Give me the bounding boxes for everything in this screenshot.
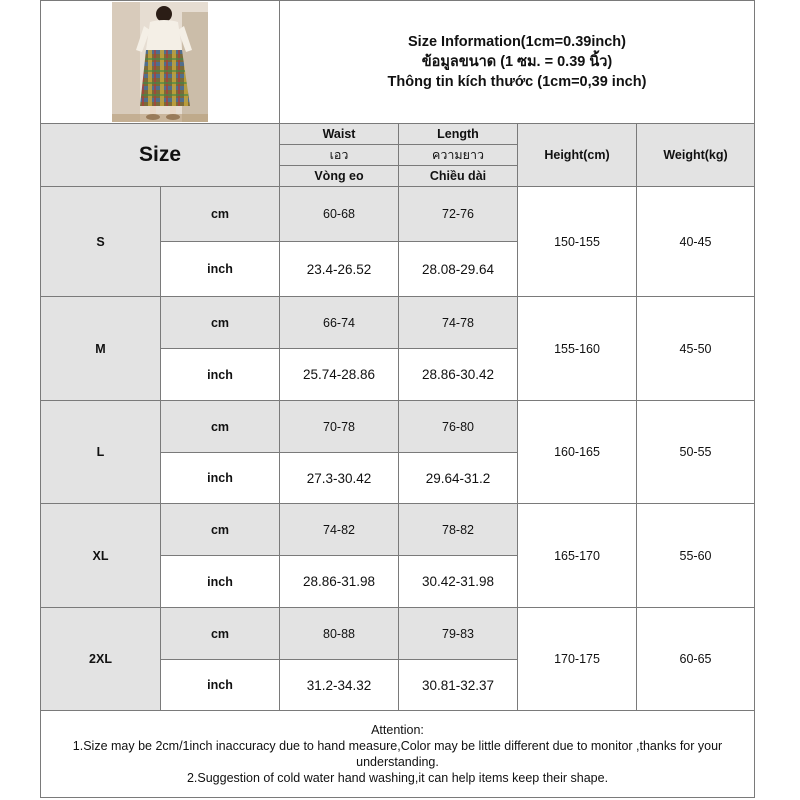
waist-label-th: เอว <box>329 148 349 162</box>
weight-label: Weight(kg) <box>663 148 728 162</box>
length-header-vi <box>398 165 518 187</box>
waist-inch-value <box>279 452 399 504</box>
unit-label: cm <box>210 522 230 537</box>
length-label-th: ความยาว <box>431 148 484 162</box>
weight-value <box>636 296 755 401</box>
unit-label: cm <box>210 419 230 434</box>
unit-inch <box>160 452 280 504</box>
value-text: 30.81-32.37 <box>421 677 495 693</box>
unit-inch <box>160 555 280 608</box>
size-value: L <box>96 445 105 459</box>
value-text: 80-88 <box>323 626 355 641</box>
value-text: 23.4-26.52 <box>306 261 372 277</box>
length-inch-value <box>398 241 518 297</box>
value-text: 28.86-31.98 <box>302 574 376 589</box>
value-text: 45-50 <box>679 341 712 356</box>
info-line-en: Size Information(1cm=0.39inch) <box>408 34 626 50</box>
waist-header-th <box>279 144 399 166</box>
waist-label-en: Waist <box>322 127 356 141</box>
value-text: 66-74 <box>323 315 355 330</box>
waist-cm-value <box>279 607 399 660</box>
model-skirt-photo <box>112 2 208 122</box>
size-label: Size <box>138 143 182 166</box>
attention-note-2: 2.Suggestion of cold water hand washing,it can help items keep their shape. <box>186 771 609 785</box>
unit-inch <box>160 241 280 297</box>
length-label-vi: Chiều dài <box>429 169 487 183</box>
unit-cm <box>160 607 280 660</box>
size-cell-s <box>40 186 161 297</box>
unit-cm <box>160 400 280 453</box>
waist-inch-value <box>279 241 399 297</box>
height-value <box>517 607 637 711</box>
product-photo <box>40 0 280 124</box>
height-label: Height(cm) <box>544 148 610 162</box>
waist-cm-value <box>279 296 399 349</box>
value-text: 28.86-30.42 <box>421 367 495 382</box>
size-column-header <box>40 123 280 187</box>
weight-column-header <box>636 123 755 187</box>
info-line-vi: Thông tin kích thước (1cm=0,39 inch) <box>387 74 647 90</box>
waist-header-en <box>279 123 399 145</box>
value-text: 25.74-28.86 <box>302 367 376 382</box>
size-cell-2xl <box>40 607 161 711</box>
attention-notes <box>40 710 755 798</box>
value-text: 72-76 <box>442 207 474 221</box>
value-text: 74-82 <box>323 522 355 537</box>
height-value <box>517 186 637 297</box>
value-text: 150-155 <box>554 234 600 249</box>
length-cm-value <box>398 503 518 556</box>
value-text: 40-45 <box>679 234 712 249</box>
waist-label-vi: Vòng eo <box>314 169 364 183</box>
length-inch-value <box>398 452 518 504</box>
value-text: 74-78 <box>442 315 474 330</box>
weight-value <box>636 607 755 711</box>
length-cm-value <box>398 186 518 242</box>
height-value <box>517 400 637 504</box>
length-inch-value <box>398 659 518 711</box>
height-column-header <box>517 123 637 187</box>
attention-note-1: 1.Size may be 2cm/1inch inaccuracy due to hand measure,Color may be little different due to monitor ,thanks for your understanding. <box>72 739 723 769</box>
unit-label: inch <box>207 367 233 382</box>
size-cell-l <box>40 400 161 504</box>
unit-cm <box>160 503 280 556</box>
unit-inch <box>160 659 280 711</box>
value-text: 30.42-31.98 <box>421 574 495 589</box>
unit-label: inch <box>207 471 233 485</box>
value-text: 155-160 <box>554 341 600 356</box>
value-text: 60-68 <box>323 207 355 221</box>
value-text: 27.3-30.42 <box>306 470 372 486</box>
waist-cm-value <box>279 400 399 453</box>
value-text: 70-78 <box>323 419 355 434</box>
weight-value <box>636 503 755 608</box>
length-label-en: Length <box>437 127 479 141</box>
weight-value <box>636 186 755 297</box>
unit-label: inch <box>207 262 233 276</box>
weight-value <box>636 400 755 504</box>
value-text: 28.08-29.64 <box>421 261 495 277</box>
unit-cm <box>160 296 280 349</box>
value-text: 31.2-34.32 <box>306 677 372 693</box>
info-line-th: ข้อมูลขนาด (1 ซม. = 0.39 นิ้ว) <box>421 54 613 70</box>
size-value: XL <box>92 548 109 563</box>
length-cm-value <box>398 400 518 453</box>
size-value: 2XL <box>89 652 112 666</box>
length-cm-value <box>398 607 518 660</box>
length-cm-value <box>398 296 518 349</box>
value-text: 60-65 <box>679 652 712 666</box>
value-text: 78-82 <box>442 522 474 537</box>
size-cell-xl <box>40 503 161 608</box>
waist-cm-value <box>279 503 399 556</box>
unit-label: cm <box>210 315 230 330</box>
value-text: 29.64-31.2 <box>425 470 491 486</box>
unit-label: inch <box>207 574 233 589</box>
size-value: M <box>95 341 106 356</box>
length-header-en <box>398 123 518 145</box>
value-text: 170-175 <box>554 652 600 666</box>
unit-label: cm <box>210 207 230 221</box>
length-header-th <box>398 144 518 166</box>
unit-cm <box>160 186 280 242</box>
size-value: S <box>96 234 105 249</box>
length-inch-value <box>398 555 518 608</box>
size-cell-m <box>40 296 161 401</box>
unit-label: inch <box>207 678 233 692</box>
value-text: 50-55 <box>679 445 712 459</box>
unit-inch <box>160 348 280 401</box>
unit-label: cm <box>210 626 230 641</box>
height-value <box>517 296 637 401</box>
value-text: 76-80 <box>442 419 474 434</box>
waist-cm-value <box>279 186 399 242</box>
value-text: 79-83 <box>442 626 474 641</box>
waist-header-vi <box>279 165 399 187</box>
length-inch-value <box>398 348 518 401</box>
size-information-header <box>279 0 755 124</box>
value-text: 160-165 <box>554 445 600 459</box>
waist-inch-value <box>279 348 399 401</box>
attention-title: Attention: <box>371 723 424 737</box>
waist-inch-value <box>279 555 399 608</box>
value-text: 165-170 <box>554 548 600 563</box>
height-value <box>517 503 637 608</box>
value-text: 55-60 <box>679 548 712 563</box>
waist-inch-value <box>279 659 399 711</box>
